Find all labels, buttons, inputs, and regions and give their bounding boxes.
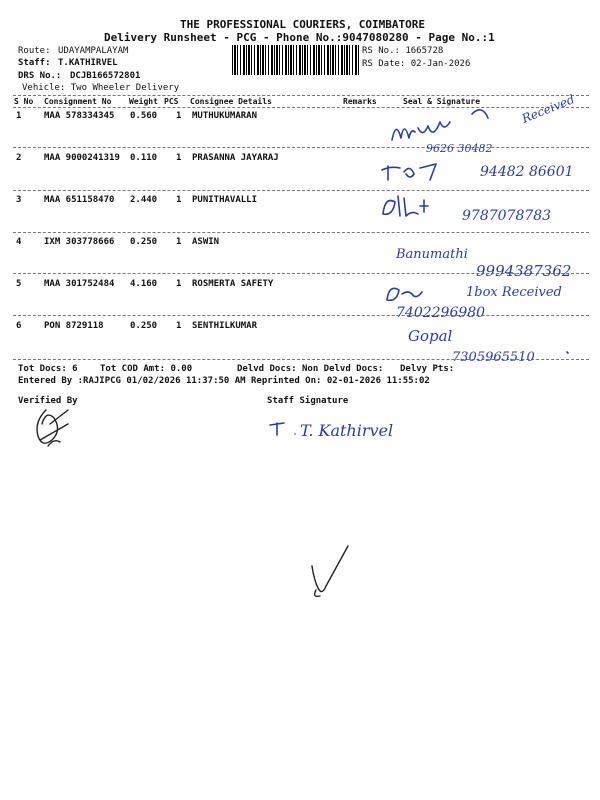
handwritten-phone: 7305965510 <box>452 350 535 365</box>
col-consignment: Consignment No <box>44 97 112 106</box>
row-weight: 0.250 <box>130 321 158 331</box>
row-consignment: MAA 651158470 <box>44 195 115 205</box>
verified-by-label: Verified By <box>18 396 78 406</box>
route-value: UDAYAMPALAYAM <box>58 46 129 56</box>
drs-value: DCJB166572801 <box>70 71 141 81</box>
row-consignment: MAA 578334345 <box>44 111 115 121</box>
row-pcs: 1 <box>176 153 182 163</box>
row-sno: 1 <box>16 111 22 121</box>
staff-label: Staff: <box>18 58 51 68</box>
row-consignment: MAA 9000241319 <box>44 153 120 163</box>
vehicle-info: Vehicle: Two Wheeler Delivery <box>22 83 180 93</box>
entered-by: Entered By :RAJIPCG 01/02/2026 11:37:50 AM <box>18 376 246 386</box>
drs-label: DRS No.: <box>18 71 62 81</box>
col-consignee: Consignee Details <box>190 97 272 106</box>
staff-signature-label: Staff Signature <box>267 396 349 406</box>
row-sno: 6 <box>16 321 22 331</box>
row-consignee: PRASANNA JAYARAJ <box>192 153 279 163</box>
delivery-points: Delvy Pts: <box>400 364 455 374</box>
row-weight: 0.560 <box>130 111 158 121</box>
row-consignment: PON 8729118 <box>44 321 104 331</box>
row-sno: 4 <box>16 237 22 247</box>
row-pcs: 1 <box>176 237 182 247</box>
handwritten-phone: 9626 30482 <box>426 142 493 155</box>
total-cod-amount: Tot COD Amt: 0.00 <box>100 364 193 374</box>
row-consignee: ASWIN <box>192 237 220 247</box>
staff-value: T.KATHIRVEL <box>58 58 118 68</box>
delivered-docs: Delvd Docs: <box>237 364 297 374</box>
row-sno: 2 <box>16 153 22 163</box>
row-consignment: IXM 303778666 <box>44 237 115 247</box>
rs-date: RS Date: 02-Jan-2026 <box>362 59 471 69</box>
handwritten-phone: 7402296980 <box>396 305 486 321</box>
total-docs: Tot Docs: 6 <box>18 364 78 374</box>
verifier-signature <box>37 410 68 446</box>
handwritten-note: 1box Received <box>466 285 562 300</box>
handwritten-phone: 94482 86601 <box>480 164 574 180</box>
row-consignee: MUTHUKUMARAN <box>192 111 258 121</box>
col-sno: S No <box>14 97 34 106</box>
handwritten-phone: 9787078783 <box>462 208 552 224</box>
handwritten-name: Banumathi <box>396 247 468 262</box>
rs-number: RS No.: 1665728 <box>362 46 444 56</box>
row-weight: 4.160 <box>130 279 158 289</box>
reprinted-on: Reprinted On: 02-01-2026 11:55:02 <box>251 376 430 386</box>
stray-mark <box>312 546 348 596</box>
handwritten-name: Gopal <box>408 327 453 345</box>
col-signature: Seal & Signature <box>403 97 481 106</box>
row-sno: 5 <box>16 279 22 289</box>
row-consignment: MAA 301752484 <box>44 279 115 289</box>
col-pcs: PCS <box>164 97 179 106</box>
col-remarks: Remarks <box>343 97 377 106</box>
row-consignee: ROSMERTA SAFETY <box>192 279 274 289</box>
row-weight: 0.110 <box>130 153 158 163</box>
row-sno: 3 <box>16 195 22 205</box>
col-weight: Weight <box>129 97 158 106</box>
row-weight: 2.440 <box>130 195 158 205</box>
non-delivered-docs: Non Delvd Docs: <box>302 364 384 374</box>
row-consignee: SENTHILKUMAR <box>192 321 258 331</box>
route-label: Route: <box>18 46 51 56</box>
row-pcs: 1 <box>176 321 182 331</box>
row-pcs: 1 <box>176 195 182 205</box>
row-pcs: 1 <box>176 279 182 289</box>
handwritten-note: Received <box>519 92 577 126</box>
runsheet-subtitle: Delivery Runsheet - PCG - Phone No.:9047080280 - Page No.:1 <box>104 31 495 44</box>
handwritten-phone: 9994387362 <box>476 262 572 280</box>
staff-signature-text: T. Kathirvel <box>300 421 394 440</box>
company-title: THE PROFESSIONAL COURIERS, COIMBATORE <box>180 18 426 31</box>
staff-signature-mark <box>270 423 295 435</box>
row-consignee: PUNITHAVALLI <box>192 195 258 205</box>
row-pcs: 1 <box>176 111 182 121</box>
row-weight: 0.250 <box>130 237 158 247</box>
